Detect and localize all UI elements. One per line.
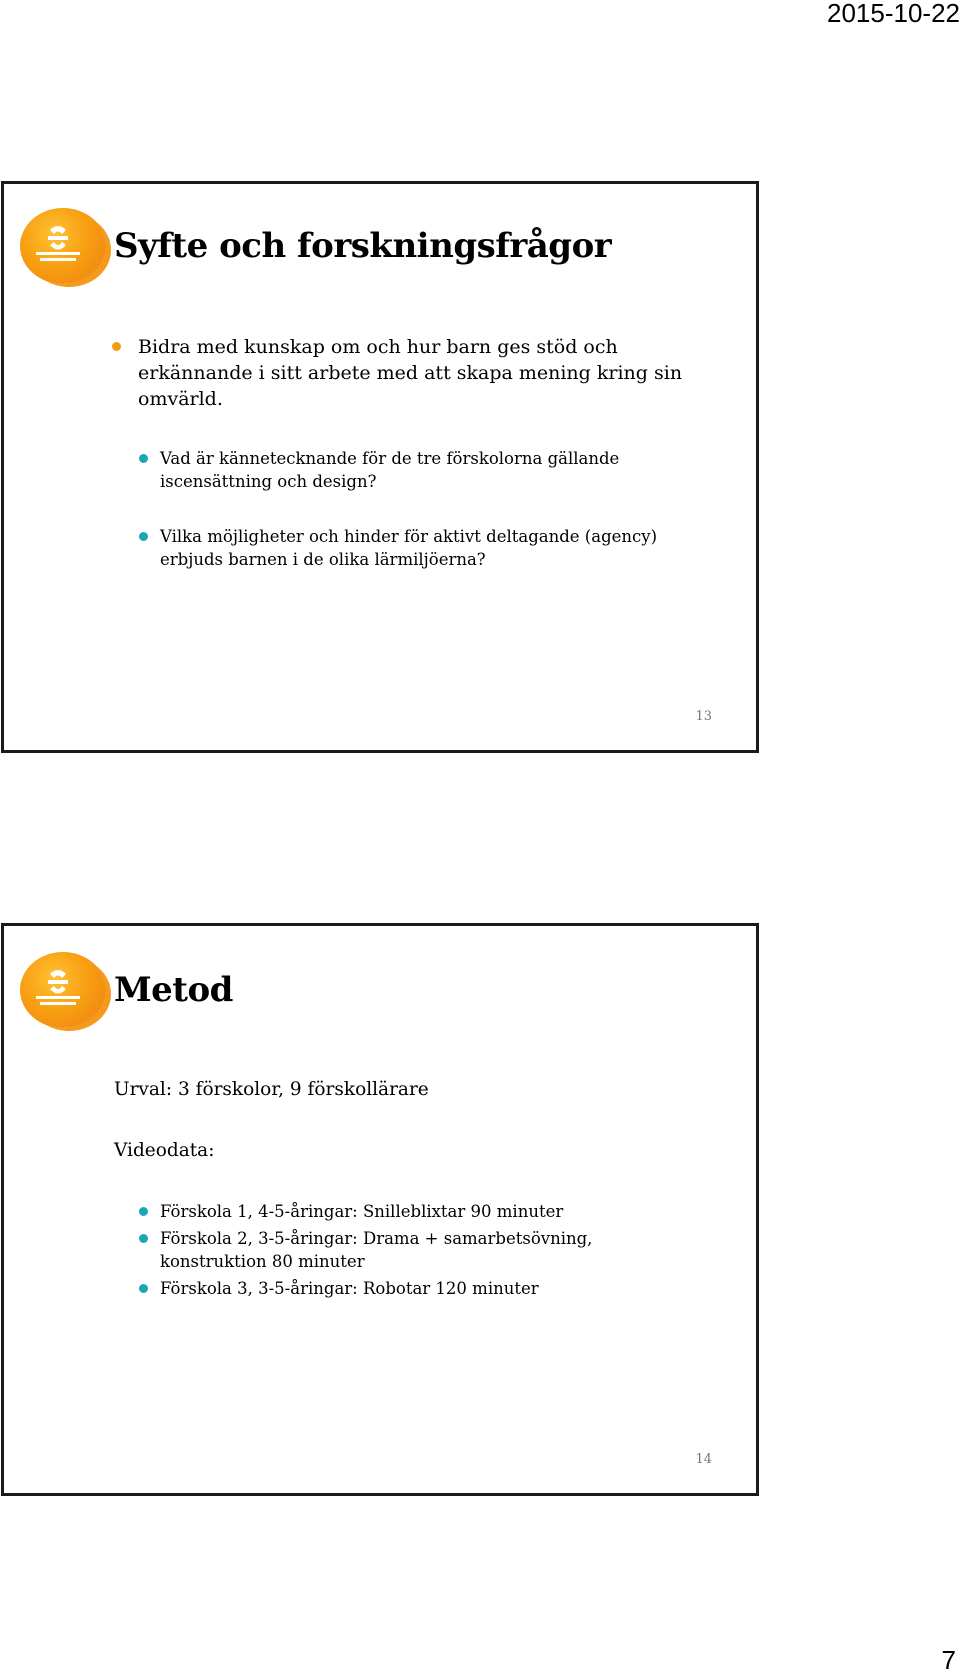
list-item [134, 1200, 592, 1223]
bullet-line: erkännande i sitt arbete med att skapa mening kring sin [138, 362, 683, 384]
sub-bullet-list [134, 447, 657, 571]
bullet-line: Bidra med kunskap om och hur barn ges stöd och [138, 336, 618, 358]
university-logo-icon [20, 952, 106, 1028]
bullet-line: omvärld. [138, 388, 223, 410]
list-item [114, 334, 682, 412]
university-logo-icon [20, 208, 106, 284]
slide-title: Metod [114, 970, 233, 1010]
bullet-line: Förskola 2, 3-5-åringar: Drama + samarbetsövning, [160, 1229, 593, 1248]
bullet-icon [139, 1207, 148, 1216]
slide-13 [1, 181, 759, 753]
videodata-label: Videodata: [114, 1140, 215, 1161]
sample-text: Urval: 3 förskolor, 9 förskollärare [114, 1079, 429, 1100]
list-item [134, 447, 657, 493]
slide-14 [1, 923, 759, 1496]
main-bullet-list [114, 334, 682, 412]
bullet-line: iscensättning och design? [160, 472, 377, 491]
bullet-icon [139, 532, 148, 541]
bullet-line: Förskola 3, 3-5-åringar: Robotar 120 minuter [160, 1279, 539, 1298]
list-item [134, 1277, 592, 1300]
bullet-line: konstruktion 80 minuter [160, 1252, 365, 1271]
list-item [134, 1227, 592, 1273]
slide-number: 13 [695, 709, 712, 724]
bullet-icon [112, 342, 121, 351]
bullet-line: Vad är kännetecknande för de tre förskolorna gällande [160, 449, 620, 468]
bullet-icon [139, 1284, 148, 1293]
page-number: 7 [941, 1645, 956, 1675]
method-bullet-list [134, 1200, 592, 1300]
bullet-icon [139, 1234, 148, 1243]
list-item [134, 525, 657, 571]
slide-title: Syfte och forskningsfrågor [114, 226, 612, 266]
slide-number: 14 [695, 1452, 712, 1467]
bullet-icon [139, 454, 148, 463]
bullet-line: Förskola 1, 4-5-åringar: Snilleblixtar 90 minuter [160, 1202, 564, 1221]
bullet-line: erbjuds barnen i de olika lärmiljöerna? [160, 550, 486, 569]
header-date: 2015-10-22 [827, 0, 960, 28]
bullet-line: Vilka möjligheter och hinder för aktivt deltagande (agency) [160, 527, 658, 546]
